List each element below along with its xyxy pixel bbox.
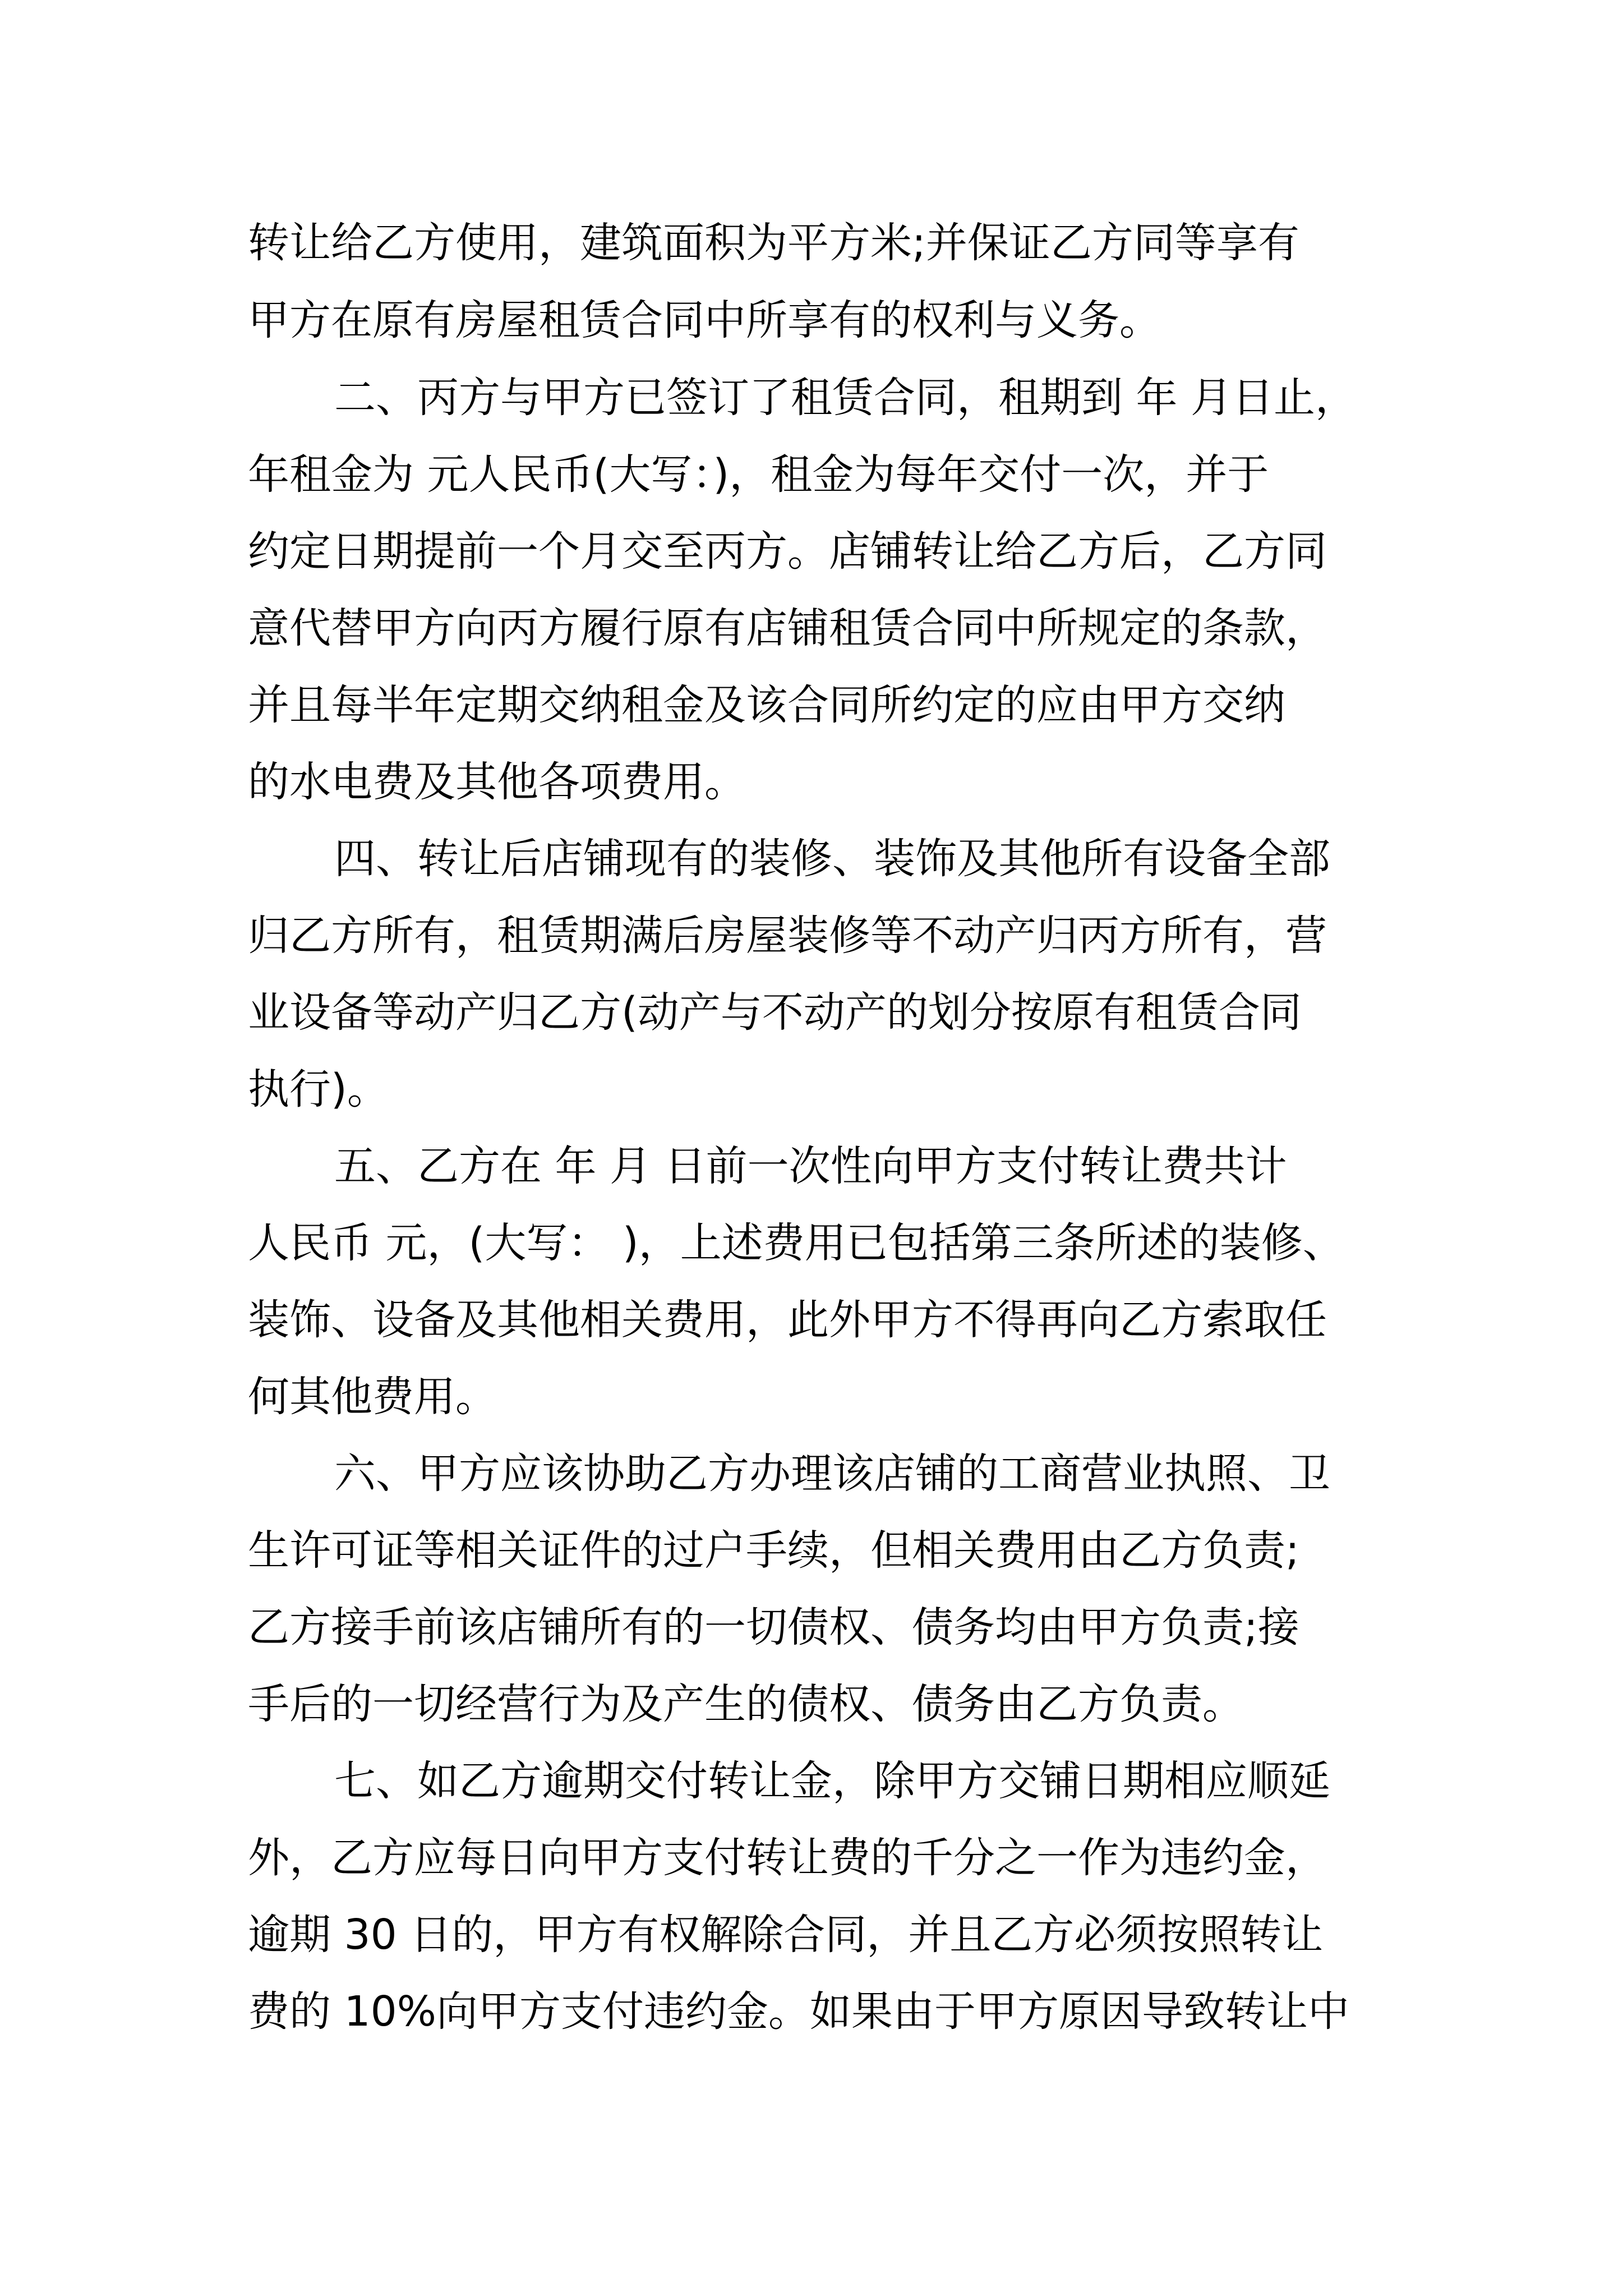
text-line: 逾期 30 日的，甲方有权解除合同，并且乙方必须按照转让 xyxy=(248,1911,1324,1959)
text-line: 的水电费及其他各项费用。 xyxy=(248,758,746,806)
paragraph-start-line: 六、甲方应该协助乙方办理该店铺的工商营业执照、卫 xyxy=(334,1450,1330,1498)
text-line: 生许可证等相关证件的过户手续，但相关费用由乙方负责; xyxy=(248,1526,1299,1575)
text-line: 装饰、设备及其他相关费用，此外甲方不得再向乙方索取任 xyxy=(248,1296,1327,1344)
paragraph-start-line: 七、如乙方逾期交付转让金，除甲方交铺日期相应顺延 xyxy=(334,1757,1330,1805)
text-line: 人民币 元，(大写： )，上述费用已包括第三条所述的装修、 xyxy=(248,1219,1344,1267)
text-line: 年租金为 元人民币(大写：)，租金为每年交付一次，并于 xyxy=(248,450,1269,499)
text-line: 执行)。 xyxy=(248,1065,389,1114)
text-line: 意代替甲方向丙方履行原有店铺租赁合同中所规定的条款， xyxy=(248,604,1327,652)
paragraph-start-line: 五、乙方在 年 月 日前一次性向甲方支付转让费共计 xyxy=(334,1142,1287,1190)
text-line: 约定日期提前一个月交至丙方。店铺转让给乙方后，乙方同 xyxy=(248,527,1327,576)
text-line: 手后的一切经营行为及产生的债权、债务由乙方负责。 xyxy=(248,1680,1244,1728)
text-line: 费的 10%向甲方支付违约金。如果由于甲方原因导致转让中 xyxy=(248,1987,1349,2036)
text-line: 并且每半年定期交纳租金及该合同所约定的应由甲方交纳 xyxy=(248,681,1285,729)
text-line: 业设备等动产归乙方(动产与不动产的划分按原有租赁合同 xyxy=(248,988,1302,1037)
text-line: 何其他费用。 xyxy=(248,1373,497,1421)
text-line: 转让给乙方使用，建筑面积为平方米;并保证乙方同等享有 xyxy=(248,219,1299,267)
paragraph-start-line: 二、丙方与甲方已签订了租赁合同，租期到 年 月日止， xyxy=(334,374,1357,422)
paragraph-start-line: 四、转让后店铺现有的装修、装饰及其他所有设备全部 xyxy=(334,835,1330,883)
text-line: 外，乙方应每日向甲方支付转让费的千分之一作为违约金， xyxy=(248,1834,1327,1882)
text-line: 归乙方所有，租赁期满后房屋装修等不动产归丙方所有，营 xyxy=(248,912,1327,960)
text-line: 乙方接手前该店铺所有的一切债权、债务均由甲方负责;接 xyxy=(248,1603,1299,1651)
text-line: 甲方在原有房屋租赁合同中所享有的权利与义务。 xyxy=(248,296,1161,344)
